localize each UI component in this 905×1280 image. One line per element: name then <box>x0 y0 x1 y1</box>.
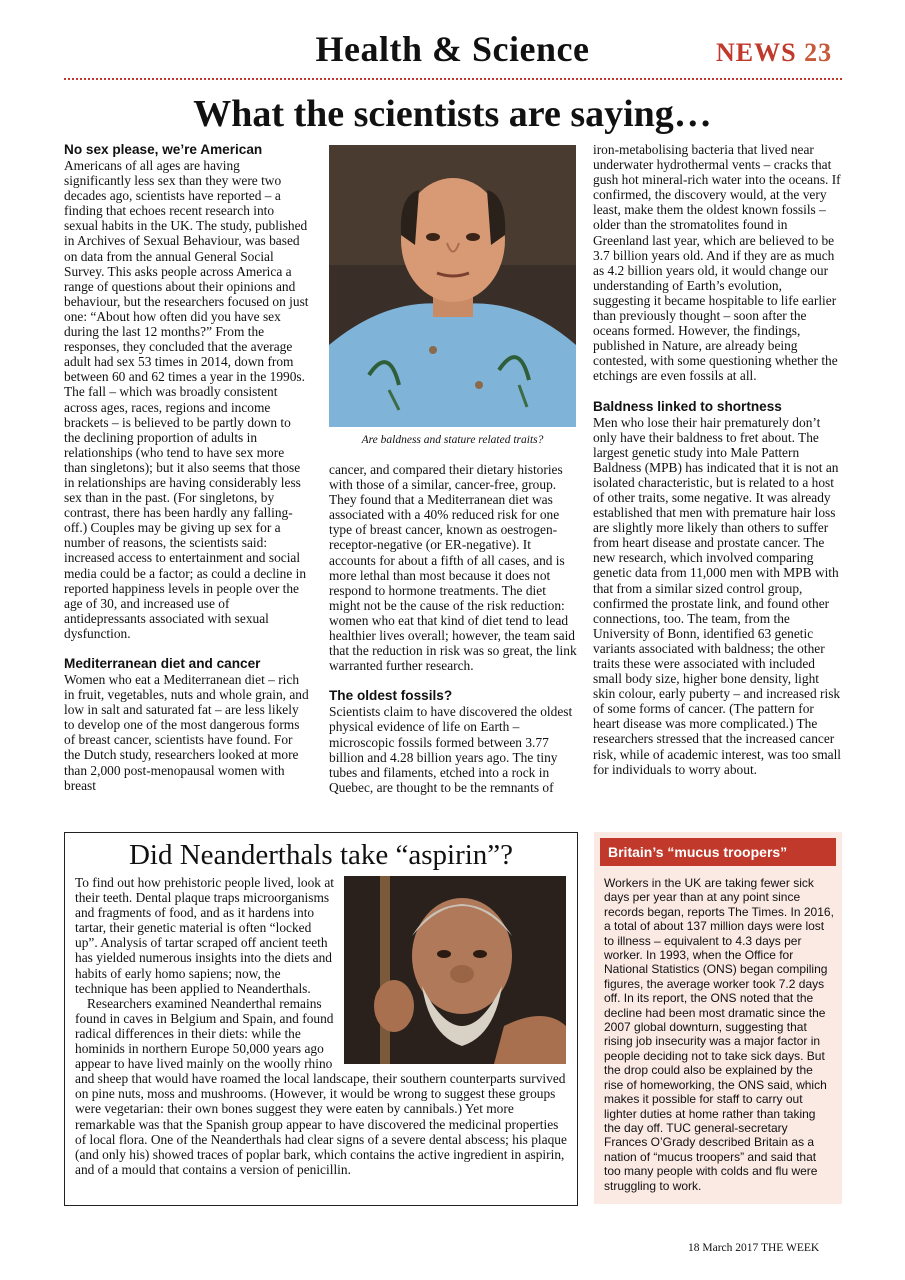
page-headline: What the scientists are saying… <box>193 93 712 135</box>
footer <box>688 1242 819 1254</box>
news-page-label <box>716 38 832 68</box>
column-2 <box>329 462 578 795</box>
sidebar-text: Workers in the UK are taking fewer sick days per year than at any point since records began, reports The Times. In 2016, a total of about 137 million days were lost to illness – equivalent to 4.3 days per worker. In 1993, when the Office for National Statistics (ONS) began compiling figures, the average worker took 7.2 days off. In its report, the ONS noted that the decline had been most dramatic since the 2007 global downturn, suggesting that rising job insecurity was a major factor in people deciding not to take sick days. But the drop could also be explained by the rise of homeworking, the ONS said, which makes it possible for staff to carry out lighter duties at home rather than taking the day off. TUC general-secretary Frances O’Grady described Britain as a nation of “mucus troopers” and said that too many people with colds and flu were struggling to work. <box>604 876 834 1193</box>
story-text-mediterranean-cont: cancer, and compared their dietary histories with those of a similar, cancer-free, group. They found that a Mediterranean diet was associated with a 40% reduced risk for one type of breast cancer, known as oestrogen-receptor-negative (or ER-negative). It accounts for about a fifth of all cases, and is more lethal than most because it does not respond to hormone treatments. The diet might not be the cause of the risk reduction: women who eat that kind of diet tend to lead healthier lives overall; however, the team said that the reduction in risk was so great, the link warranted further research. <box>329 462 577 674</box>
neanderthal-box <box>64 832 578 1206</box>
sidebar-title: Britain’s “mucus troopers” <box>600 838 836 866</box>
mucus-troopers-sidebar <box>594 832 842 1204</box>
photo-caption: Are baldness and stature related traits? <box>361 434 544 446</box>
story-text-fossils-cont: iron-metabolising bacteria that lived near underwater hydrothermal vents – cracks that gush hot mineral-rich water into the oceans. If confirmed, the discovery would, at the very least, make them the oldest known fossils – older than the stromatolites found in Greenland last year, which are believed to be 3.7 billion years old. And if they are as much as 4.2 billion years old, it would change our understanding of Earth’s evolution, suggesting it became hospitable to life earlier than previously thought – soon after the oceans formed. However, the findings, published in Nature, are already being contested, with some questioning whether the etchings are even fossils at all. <box>593 142 841 384</box>
footer-publication: THE WEEK <box>760 1242 820 1254</box>
header-divider <box>64 78 842 80</box>
story-text-sex: Americans of all ages are having significantly less sex than they were two decades ago, scientists have reported – a finding that echoes recent research into sexual habits in the UK. The study, published in Archives of Sexual Behaviour, was based on data from the annual General Social Survey. This asks people across America a range of questions about their opinions and behaviour, but the researchers focused on just one: “About how often did you have sex during the last 12 months?” From the responses, they concluded that the average adult had sex 53 times in 2014, down from between 60 and 62 times a year in the 1990s. The fall – which was broadly consistent across ages, races, regions and income brackets – is believed to be partly down to the declining proportion of adults in relationships (who tend to have sex more than singletons); but it also seems that those in relationships are having considerably less sex than in the past. (For singletons, by contrast, there has been hardly any falling-off.) Couples may be giving up sex for a number of reasons, the scientists said: increased access to entertainment and social media could be a factor; as could a decline in reported happiness levels in people over the age of 30, and increased use of antidepressants associated with sexual dysfunction. <box>64 158 309 641</box>
column-1 <box>64 142 309 793</box>
footer-date: 18 March 2017 <box>688 1242 759 1254</box>
page-number: 23 <box>804 38 833 67</box>
story-heading-baldness: Baldness linked to shortness <box>593 398 782 414</box>
neanderthal-para-2: Researchers examined Neanderthal remains found in caves in Belgium and Spain, and found radical differences in their diets: while the hominids in northern Europe 50,000 years ago appear to have lived mainly on the woolly rhino and sheep that would have roamed the local landscape, their southern counterparts survived on pine nuts, moss and mushrooms. (However, it would be wrong to suggest these groups were vegetarian: their own bones suggest they were eaten by cannibals.) Yet more remarkable was that the Spanish group appear to have discovered the medicinal properties of local flora. One of the Neanderthals had clear signs of a severe dental abscess; his plaque (and only his) showed traces of poplar bark, which contains the active ingredient in aspirin, and of a mould that contains a version of penicillin. <box>75 995 567 1177</box>
story-heading-fossils: The oldest fossils? <box>329 688 453 704</box>
column-3 <box>593 142 842 777</box>
neanderthal-text <box>75 875 567 1177</box>
section-title: Health & Science <box>315 29 590 69</box>
bald-man-illustration <box>329 145 576 427</box>
news-label: NEWS <box>716 38 797 67</box>
neanderthal-title: Did Neanderthals take “aspirin”? <box>128 839 514 871</box>
danny-photo <box>329 145 576 427</box>
story-text-mediterranean: Women who eat a Mediterranean diet – rich in fruit, vegetables, nuts and whole grain, and low in salt and saturated fat – are less likely to develop one of the most dangerous forms of breast cancer, scientists have found. For the Dutch study, researchers looked at more than 2,000 post-menopausal women with breast <box>64 672 309 793</box>
story-text-baldness: Men who lose their hair prematurely don’t only have their baldness to fret about. The largest genetic study into Male Pattern Baldness (MPB) has indicated that it is not an isolated characteristic, but is related to a host of other traits, some negative. It was already established that men with premature hair loss are slightly more likely than others to suffer from heart disease and prostate cancer. The new research, which involved comparing genetic data from 11,000 men with MPB with that from a similar sized control group, confirmed the prostate link, and found other connections, too. The team, from the University of Bonn, identified 63 genetic variants associated with baldness; the other traits these were associated with included small body size, higher bone density, light skin colour, early puberty – and increased risk of some forms of cancer. (The pattern for heart disease was more complicated.) The researchers stressed that the increased cancer risk, while of academic interest, was too small for individuals to worry about. <box>593 414 842 777</box>
neanderthal-para-1: To find out how prehistoric people lived, look at their teeth. Dental plaque traps microorganisms and fragments of food, and as it hardens into tartar, their genetic material is often “locked up”. Analysis of tartar scraped off ancient teeth has yielded numerous insights into the diets and habits of early homo sapiens; now, the technique has been applied to Neanderthals. <box>75 875 335 996</box>
story-heading-mediterranean: Mediterranean diet and cancer <box>64 656 261 671</box>
story-text-fossils: Scientists claim to have discovered the oldest physical evidence of life on Earth – microscopic fossils formed between 3.77 billion and 4.28 billion years ago. The tiny tubes and filaments, etched into a rock in Quebec, are thought to be the remnants of <box>329 704 573 795</box>
story-heading-sex: No sex please, we’re American <box>64 142 263 157</box>
